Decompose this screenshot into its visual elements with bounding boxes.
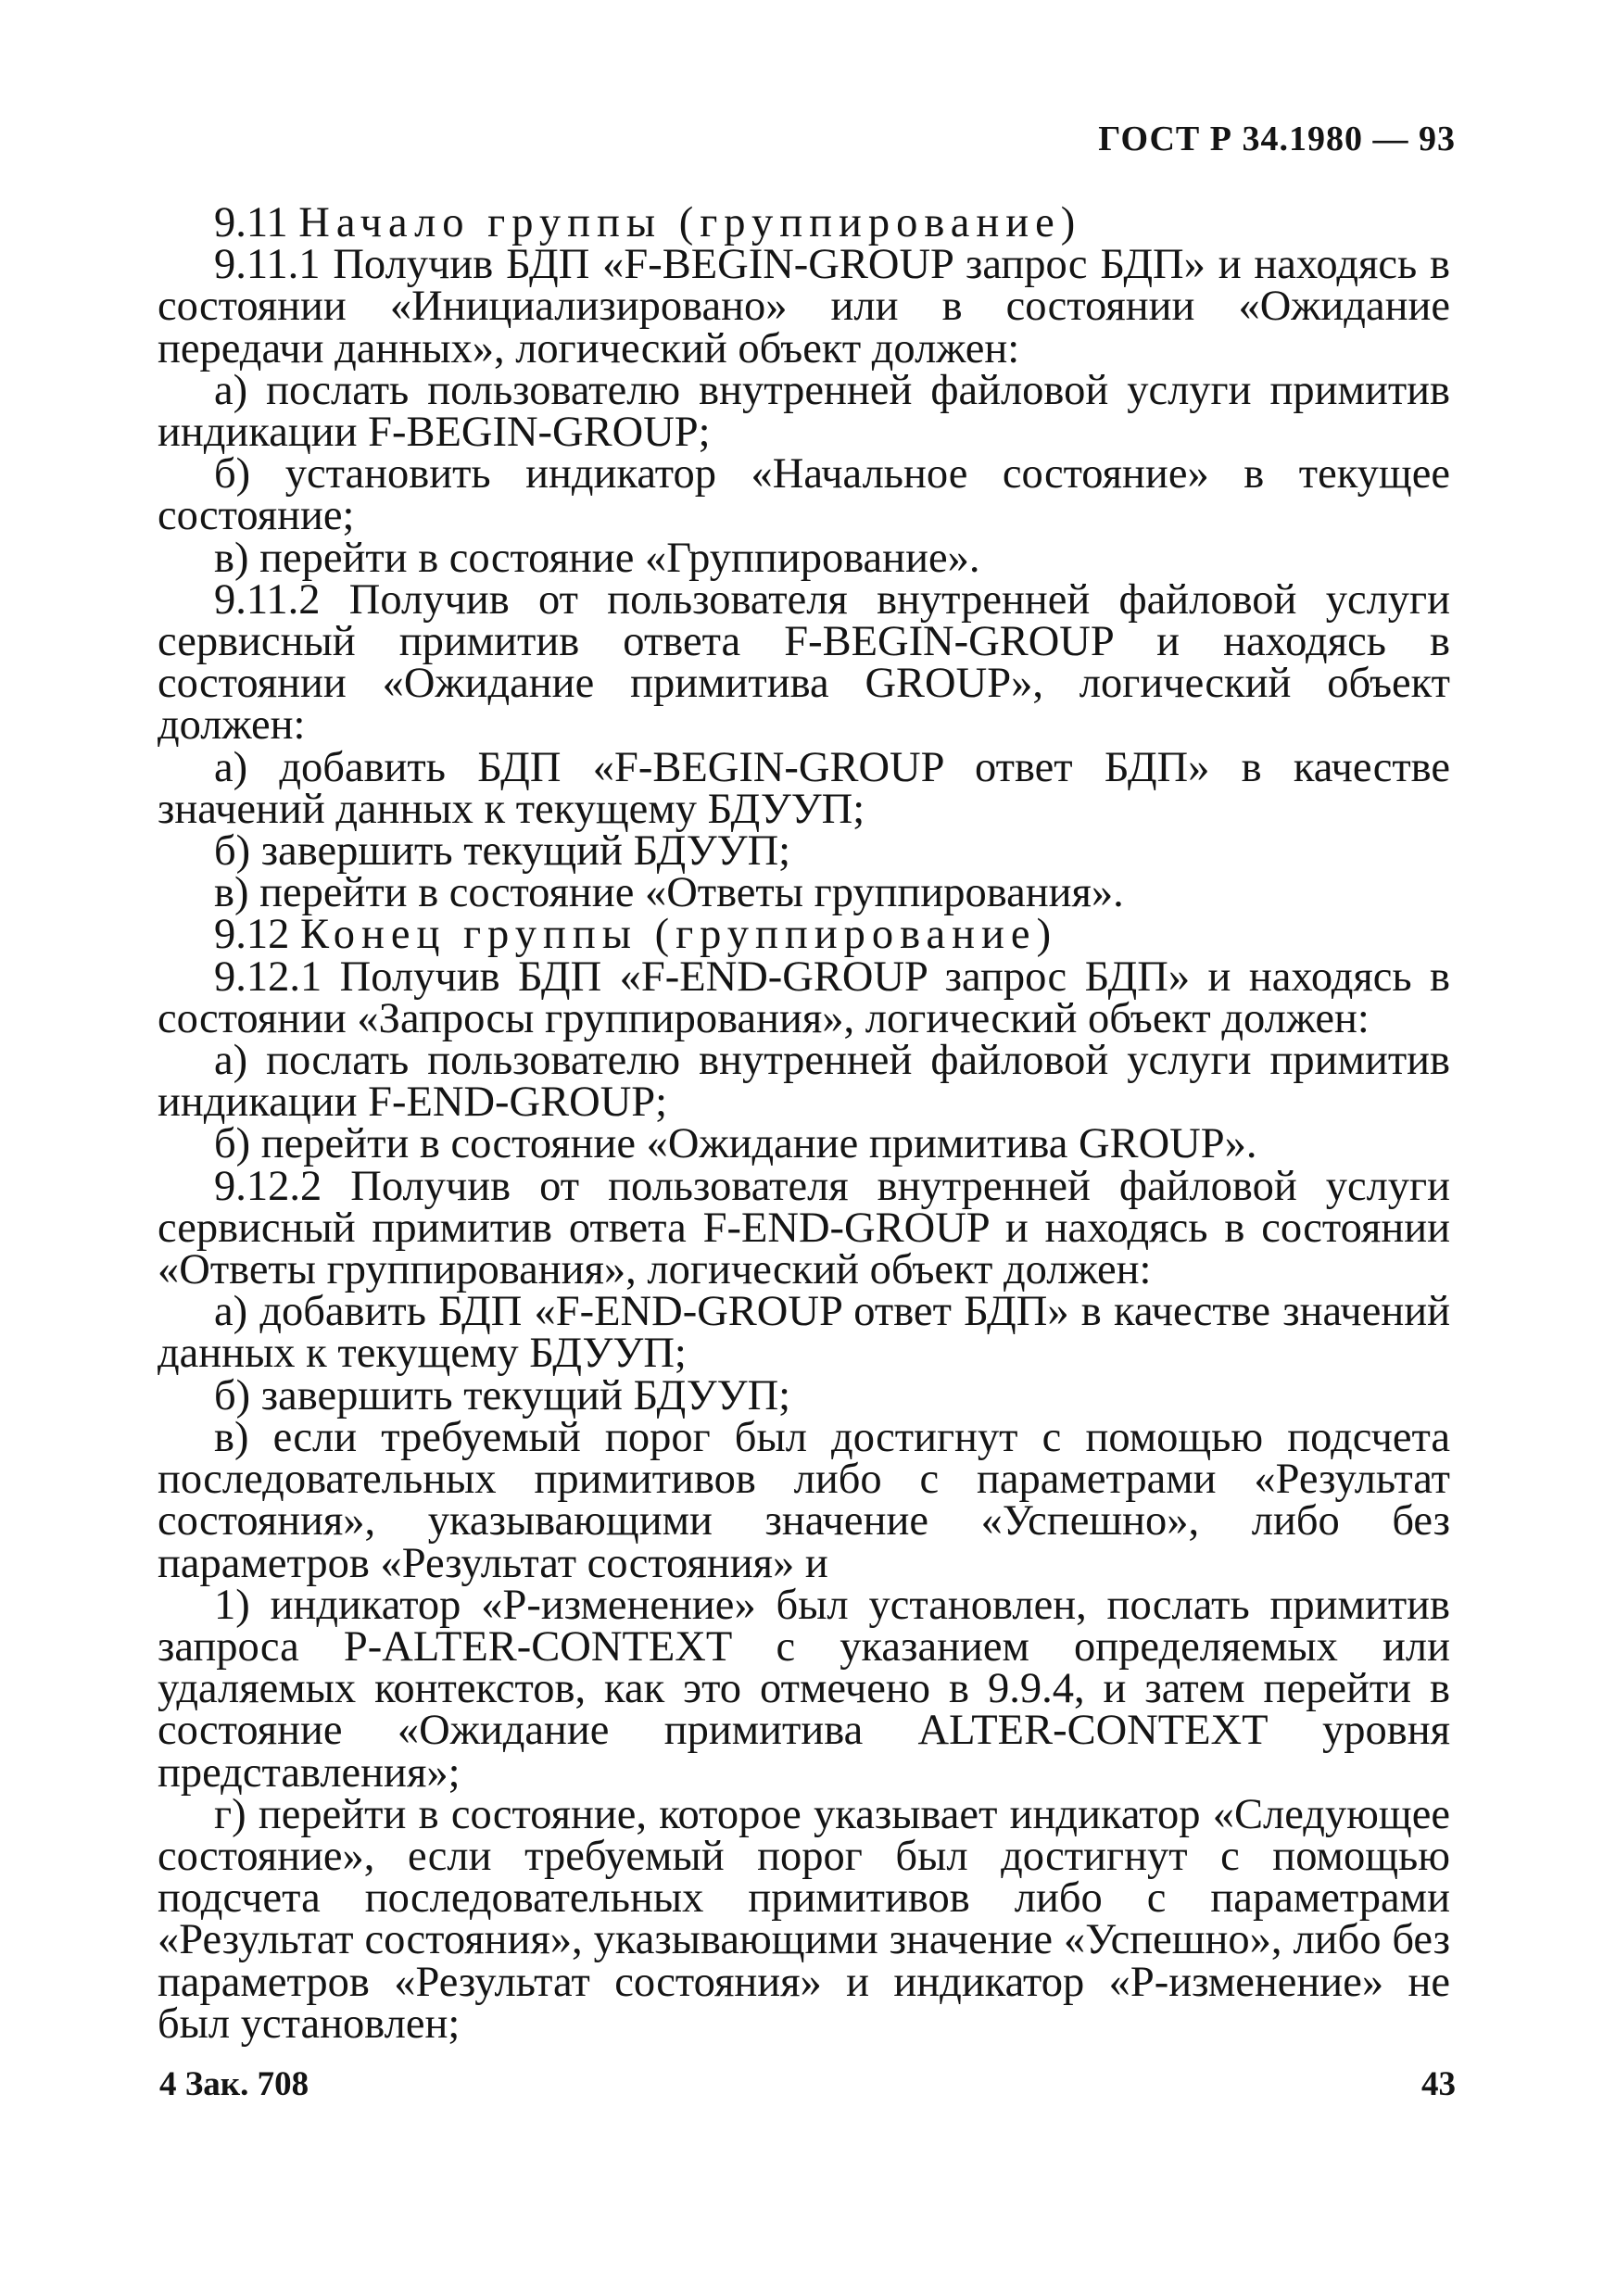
paragraph: а) послать пользователю внутренней файловой услуги примитив индикации F-BEGIN-GROUP; xyxy=(158,366,1450,457)
paragraph: б) установить индикатор «Начальное состояние» в текущее состояние; xyxy=(158,450,1450,540)
paragraph: б) завершить текущий БДУУП; xyxy=(214,1371,791,1419)
section-heading-9-11 xyxy=(158,199,1450,246)
paragraph: а) добавить БДП «F-BEGIN-GROUP ответ БДП» в качестве значений данных к текущему БДУУП; xyxy=(158,743,1450,833)
paragraph: б) завершить текущий БДУУП; xyxy=(214,827,791,876)
paragraph: а) добавить БДП «F-END-GROUP ответ БДП» в качестве значений данных к текущему БДУУП; xyxy=(158,1288,1450,1378)
paragraph: а) послать пользователю внутренней файловой услуги примитив индикации F-END-GROUP; xyxy=(158,1037,1450,1127)
section-number: 9.12 xyxy=(214,911,290,959)
page-number: 43 xyxy=(1421,2065,1456,2103)
section-heading-9-12 xyxy=(158,911,1450,959)
paragraph: 1) индикатор «Р-изменение» был установлен, послать примитив запроса P-ALTER-CONTEXT с указанием определяемых или удаляемых контекстов, как это отмечено в 9.9.4, и затем перейти в состояние «Ожидание примитива ALTER-CONTEXT уровня представления»; xyxy=(158,1581,1450,1797)
paragraph: 9.12.1 Получив БДП «F-END-GROUP запрос БДП» и находясь в состоянии «Запросы группирования», логический объект должен: xyxy=(158,952,1450,1042)
order-number: 4 Зак. 708 xyxy=(159,2065,309,2103)
section-title: Конец группы (группирование) xyxy=(300,911,1058,959)
section-title: Начало группы (группирование) xyxy=(298,199,1082,246)
paragraph: б) перейти в состояние «Ожидание примитива GROUP». xyxy=(214,1120,1257,1168)
paragraph: в) если требуемый порог был достигнут с помощью подсчета последовательных примитивов либо с параметрами «Результат состояния», указывающими значение «Успешно», либо без параметров «Результат состояния» и xyxy=(158,1413,1450,1587)
paragraph: 9.11.2 Получив от пользователя внутренней файловой услуги сервисный примитив ответа F-BEGIN-GROUP и находясь в состоянии «Ожидание примитива GROUP», логический объект должен: xyxy=(158,575,1450,750)
paragraph: в) перейти в состояние «Группирование». xyxy=(214,534,980,582)
paragraph: 9.12.2 Получив от пользователя внутренней файловой услуги сервисный примитив ответа F-END-GROUP и находясь в состоянии «Ответы группирования», логический объект должен: xyxy=(158,1162,1450,1294)
body-text xyxy=(158,199,1450,2048)
paragraph: в) перейти в состояние «Ответы группирования». xyxy=(214,869,1124,917)
paragraph: г) перейти в состояние, которое указывает индикатор «Следующее состояние», если требуемый порог был достигнут с помощью подсчета последовательных примитивов либо с параметрами «Результат состояния», указывающими значение «Успешно», либо без параметров «Результат состояния» и индикатор «Р-изменение» не был установлен; xyxy=(158,1790,1450,2048)
paragraph: 9.11.1 Получив БДП «F-BEGIN-GROUP запрос БДП» и находясь в состоянии «Инициализировано» или в состоянии «Ожидание передачи данных», логический объект должен: xyxy=(158,241,1450,372)
standard-header: ГОСТ Р 34.1980 — 93 xyxy=(1098,120,1456,158)
section-number: 9.11 xyxy=(214,199,288,246)
